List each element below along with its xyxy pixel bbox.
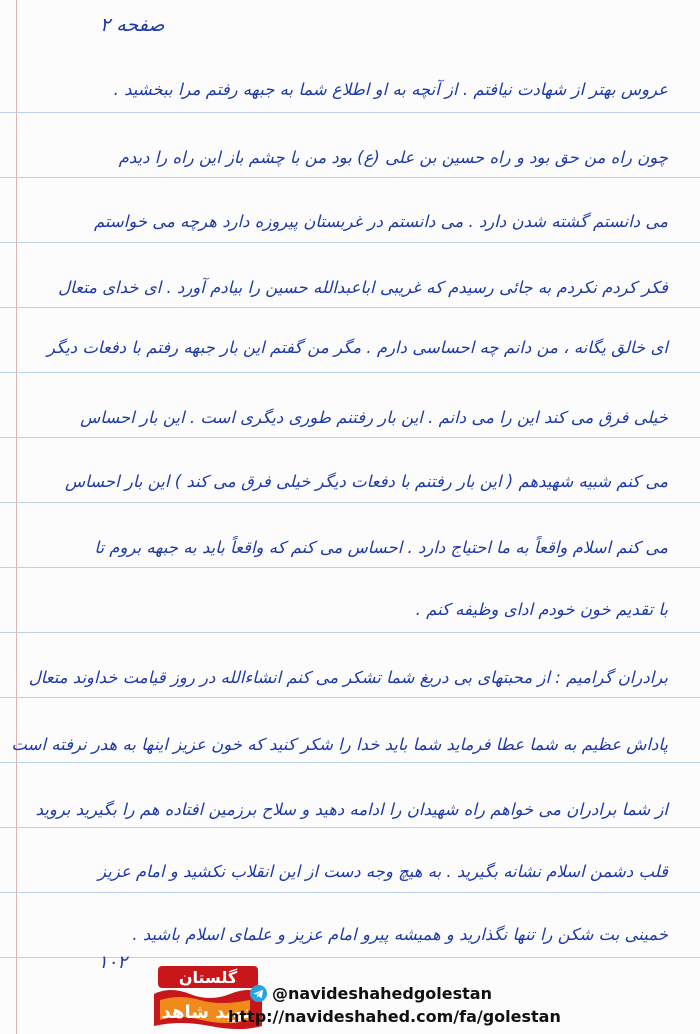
letter-line: عروس بهتر از شهادت نیافتم . از آنچه به او اطلاع شما به جبهه رفتم مرا ببخشید . [113, 80, 668, 99]
letter-line: فکر کردم نکردم به جائی رسیدم که غریبی اباعبدالله حسین را بیادم آورد . ای خدای متعال [58, 278, 668, 297]
letter-line: می کنم شبیه شهیدهم ( این بار رفتنم با دفعات دیگر خیلی فرق می کند ) این بار احساس [65, 472, 668, 491]
ruled-line [0, 177, 700, 178]
letter-line: برادران گرامیم : از محبتهای بی دریغ شما تشکر می کنم انشاءالله در روز قیامت خداوند متعال [28, 668, 668, 687]
logo-text-main: نوید شاهد [161, 1002, 251, 1023]
ruled-line [0, 242, 700, 243]
letter-line: قلب دشمن اسلام نشانه بگیرید . به هیچ وجه دست از این انقلاب نکشید و امام عزیز [98, 862, 668, 881]
telegram-handle: @navideshahedgolestan [272, 984, 492, 1003]
logo-text-top: گلستان [178, 968, 238, 987]
ruled-line [0, 502, 700, 503]
website-url: http://navideshahed.com/fa/golestan [228, 1007, 561, 1026]
letter-line: می کنم اسلام واقعاً به ما احتیاج دارد . احساس می کنم که واقعاً باید به جبهه بروم تا [94, 538, 668, 557]
ruled-line [0, 632, 700, 633]
letter-line: می دانستم گشته شدن دارد . می دانستم در غربستان پیروزه دارد هرچه می خواستم [93, 212, 668, 231]
website-link[interactable] [228, 1007, 561, 1026]
ruled-line [0, 762, 700, 763]
page-label: صفحه ۲ [100, 14, 165, 36]
telegram-link[interactable] [250, 984, 492, 1003]
ruled-line [0, 372, 700, 373]
letter-line: پاداش عظیم به شما عطا فرماید شما باید خدا را شکر کنید که خون عزیز اینها به هدر نرفته است [11, 735, 668, 754]
ruled-line [0, 697, 700, 698]
ruled-line [0, 892, 700, 893]
letter-line: خمینی بت شکن را تنها نگذارید و همیشه پیرو امام عزیز و علمای اسلام باشید . [132, 925, 668, 944]
letter-line: خیلی فرق می کند این را می دانم . این بار رفتنم طوری دیگری است . این بار احساس [80, 408, 668, 427]
ruled-line [0, 827, 700, 828]
ruled-line [0, 567, 700, 568]
telegram-icon [250, 985, 267, 1002]
letter-line: چون راه من حق بود و راه حسین بن علی (ع) بود من با چشم باز این راه را دیدم [118, 148, 668, 167]
ruled-line [0, 307, 700, 308]
letter-line: ای خالق یگانه ، من دانم چه احساسی دارم . مگر من گفتم این بار جبهه رفتم با دفعات دیگر [47, 338, 668, 357]
ruled-line [0, 437, 700, 438]
ruled-line [0, 112, 700, 113]
margin-line [16, 0, 17, 1034]
letter-line: از شما برادران می خواهم راه شهیدان را ادامه دهید و سلاح برزمین افتاده هم را بگیرید بروید [35, 800, 668, 819]
page-number-mark: ۱۰۲ [98, 952, 128, 973]
letter-line: با تقدیم خون خودم ادای وظیفه کنم . [415, 600, 668, 619]
